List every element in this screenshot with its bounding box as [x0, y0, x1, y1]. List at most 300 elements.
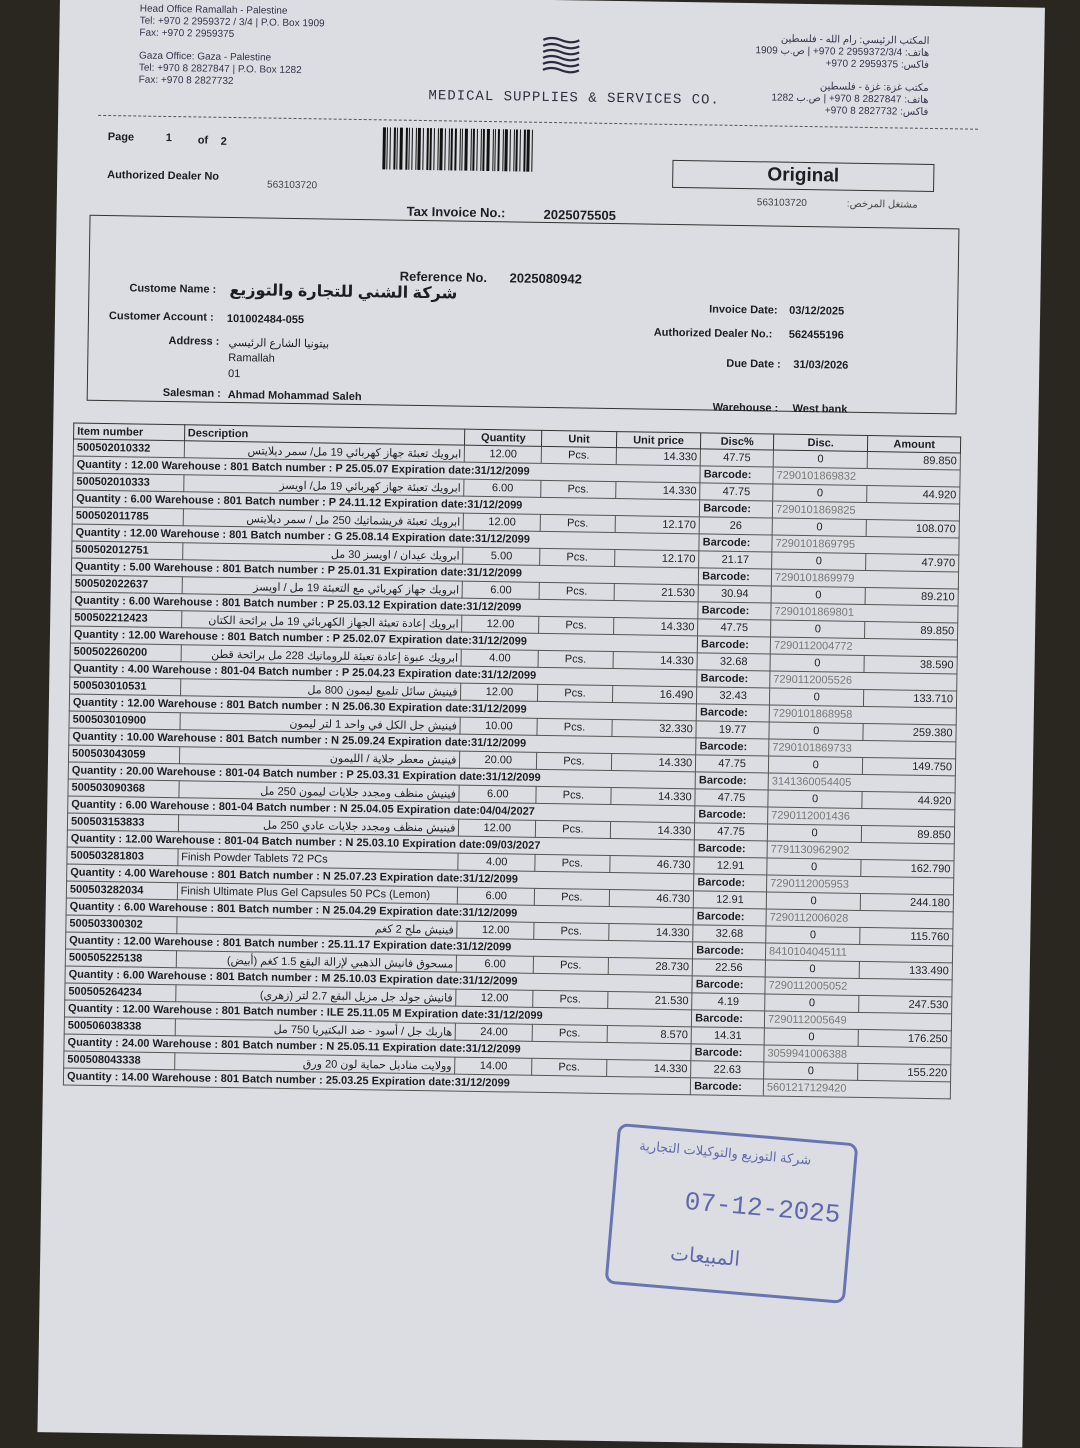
- barcode-label-cell: Barcode:: [699, 568, 772, 586]
- barcode-label-cell: Barcode:: [697, 636, 770, 654]
- unit-price-cell: 32.330: [612, 720, 697, 738]
- unit-price-cell: 14.330: [613, 618, 698, 636]
- col-quantity: Quantity: [465, 429, 542, 446]
- letterhead-left-line: Fax: +970 8 2827732: [138, 74, 234, 87]
- disc-percent-cell: 19.77: [696, 721, 769, 739]
- unit-price-cell: 21.530: [607, 991, 692, 1009]
- batch-detail-cell: Quantity : 6.00 Warehouse : 801 Batch number : P 24.11.12 Expiration date:31/12/2099: [72, 490, 699, 517]
- unit-cell: Pcs.: [532, 1058, 607, 1076]
- address-line-3: 01: [227, 367, 241, 381]
- barcode-value-cell: 7290112006028: [766, 909, 953, 929]
- disc-percent-cell: 47.75: [700, 483, 773, 501]
- amount-cell: 176.250: [858, 1029, 951, 1047]
- quantity-cell: 12.00: [457, 921, 534, 939]
- batch-detail-cell: Quantity : 12.00 Warehouse : 801-04 Batch number : N 25.03.10 Expiration date:09/03/2027: [67, 830, 694, 857]
- customer-account-label: Customer Account :: [108, 310, 214, 324]
- barcode-value-cell: 7290101869832: [773, 467, 960, 487]
- amount-cell: 38.590: [864, 655, 957, 673]
- barcode-bar: [482, 129, 485, 171]
- barcode-label-cell: Barcode:: [696, 738, 769, 756]
- item-number-cell: 500503153833: [67, 813, 178, 832]
- item-number-cell: 500503300302: [66, 915, 177, 934]
- barcode-bar: [486, 129, 490, 171]
- dealer-label: Authorized Dealer No: [107, 169, 220, 183]
- barcode-value-cell: 7290101869979: [771, 569, 958, 589]
- letterhead-right-line: فاكس: 2827732 8 970+: [824, 105, 929, 118]
- barcode-label-cell: Barcode:: [691, 1078, 764, 1096]
- barcode-bar: [399, 128, 403, 170]
- unit-price-cell: 46.730: [609, 856, 694, 874]
- quantity-cell: 6.00: [464, 479, 541, 497]
- disc-percent-cell: 12.91: [693, 891, 766, 909]
- address-label: Address :: [168, 335, 220, 348]
- barcode-label-cell: Barcode:: [698, 602, 771, 620]
- barcode-label-cell: Barcode:: [700, 500, 773, 518]
- barcode-bar: [429, 128, 432, 170]
- amount-cell: 133.710: [864, 689, 957, 707]
- auth-dealer-label: Authorized Dealer No.:: [653, 326, 773, 341]
- batch-detail-cell: Quantity : 10.00 Warehouse : 801 Batch number : N 25.09.24 Expiration date:31/12/2099: [69, 728, 696, 755]
- unit-cell: Pcs.: [533, 990, 608, 1008]
- barcode-bar: [422, 128, 424, 170]
- company-logo: [539, 32, 584, 77]
- item-number-cell: 500502010333: [73, 473, 184, 492]
- description-cell: فينيش معطر جلاية / الليمون: [179, 747, 460, 768]
- amount-cell: 108.070: [866, 520, 959, 538]
- dealer-number: 563103720: [266, 179, 318, 192]
- description-cell: وولايت مناديل حماية لون 20 ورق: [174, 1053, 455, 1074]
- barcode-label-cell: Barcode:: [691, 1044, 764, 1062]
- unit-price-cell: 14.330: [613, 652, 698, 670]
- salesman-name: Ahmad Mohammad Saleh: [227, 388, 362, 404]
- amount-cell: 155.220: [858, 1063, 951, 1081]
- batch-detail-cell: Quantity : 5.00 Warehouse : 801 Batch number : P 25.01.31 Expiration date:31/12/2099: [71, 558, 698, 585]
- customer-name-label: Custome Name :: [129, 282, 217, 296]
- barcode-label-cell: Barcode:: [697, 670, 770, 688]
- col-item-number: Item number: [74, 423, 185, 441]
- item-number-cell: 500503281803: [67, 847, 178, 866]
- letterhead-left: [139, 4, 325, 90]
- due-date-label: Due Date :: [726, 357, 781, 371]
- col-amount: Amount: [868, 436, 961, 453]
- barcode-label-cell: Barcode:: [694, 840, 767, 858]
- unit-price-cell: 14.330: [606, 1059, 691, 1077]
- unit-cell: Pcs.: [539, 616, 614, 634]
- disc-cell: 0: [767, 824, 862, 842]
- stamp-company-text: شركة التوزيع والتوكيلات التجارية: [638, 1137, 812, 1168]
- batch-detail-cell: Quantity : 12.00 Warehouse : 801 Batch number : ILE 25.11.05 M Expiration date:31/12/2099: [64, 1000, 691, 1027]
- item-number-cell: 500503010900: [69, 711, 180, 730]
- barcode-bar: [450, 128, 453, 170]
- batch-detail-cell: Quantity : 14.00 Warehouse : 801 Batch number : 25.03.25 Expiration date:31/12/2099: [63, 1068, 690, 1095]
- barcode-value-cell: 7290112001436: [768, 807, 955, 827]
- letterhead-left-line: Tel: +970 8 2827847 | P.O. Box 1282: [138, 62, 302, 77]
- amount-cell: 89.210: [865, 587, 958, 605]
- company-name: MEDICAL SUPPLIES & SERVICES CO.: [428, 88, 721, 109]
- address-line-2: Ramallah: [228, 351, 275, 365]
- barcode-bar: [454, 128, 457, 170]
- letterhead-right-line: هاتف: 2959372/3/4 2 970+ | ص.ب 1909: [755, 45, 930, 59]
- disc-percent-cell: 47.75: [695, 789, 768, 807]
- description-cell: ابرويك عبوة إعادة تعبئة للرومانيك 228 مل برائحة قطن: [181, 645, 462, 666]
- warehouse-label: Warehouse :: [712, 401, 779, 415]
- disc-percent-cell: 30.94: [698, 585, 771, 603]
- col-description: Description: [184, 425, 465, 445]
- disc-cell: 0: [767, 858, 862, 876]
- warehouse-value: West bank: [792, 402, 848, 416]
- barcode-bar: [408, 128, 410, 170]
- disc-percent-cell: 21.17: [699, 551, 772, 569]
- table-body: [63, 439, 960, 1099]
- description-cell: فينيش منظف ومجدد جلايات عادي 250 مل: [178, 815, 459, 836]
- amount-cell: 89.850: [865, 621, 958, 639]
- description-cell: ابرويك جهاز كهربائي مع التعبئة 19 مل / اويسز: [182, 577, 463, 598]
- invoice-items-table: [63, 423, 961, 1100]
- batch-detail-cell: Quantity : 6.00 Warehouse : 801 Batch number : P 25.03.12 Expiration date:31/12/2099: [71, 592, 698, 619]
- invoice-date: 03/12/2025: [789, 304, 845, 318]
- barcode-bar: [461, 129, 463, 171]
- item-number-cell: 500503010531: [70, 677, 181, 696]
- batch-detail-cell: Quantity : 6.00 Warehouse : 801 Batch number : M 25.10.03 Expiration date:31/12/2099: [65, 966, 692, 993]
- unit-cell: Pcs.: [540, 514, 615, 532]
- disc-percent-cell: 22.56: [692, 959, 765, 977]
- item-number-cell: 500508043338: [64, 1051, 175, 1070]
- disc-percent-cell: 22.63: [691, 1061, 764, 1079]
- disc-cell: 0: [768, 790, 863, 808]
- barcode-bar: [472, 129, 475, 171]
- unit-price-cell: 14.330: [611, 788, 696, 806]
- disc-percent-cell: 4.19: [692, 993, 765, 1011]
- barcode-bar: [464, 129, 468, 171]
- due-date: 31/03/2026: [793, 358, 849, 372]
- disc-percent-cell: 47.75: [698, 619, 771, 637]
- disc-cell: 0: [766, 926, 861, 944]
- barcode-bar: [476, 129, 478, 171]
- barcode-bar: [417, 128, 421, 170]
- barcode-value-cell: 3059941006388: [764, 1045, 951, 1065]
- barcode-value-cell: 7290112005526: [770, 671, 957, 691]
- disc-cell: 0: [769, 722, 864, 740]
- invoice-barcode: [382, 127, 548, 172]
- letterhead-left-line: Head Office Ramallah - Palestine: [139, 3, 288, 17]
- customer-account: 101002484-055: [226, 312, 305, 327]
- barcode-bar: [386, 127, 388, 169]
- unit-price-cell: 16.490: [612, 686, 697, 704]
- col-unit: Unit: [542, 430, 617, 447]
- col-disc: Disc.: [773, 434, 868, 451]
- item-number-cell: 500502260200: [70, 643, 181, 662]
- unit-price-cell: 8.570: [607, 1025, 692, 1043]
- item-number-cell: 500502012751: [72, 541, 183, 560]
- batch-detail-cell: Quantity : 4.00 Warehouse : 801-04 Batch number : P 25.04.23 Expiration date:31/12/2099: [70, 660, 697, 687]
- letterhead: [98, 0, 980, 130]
- amount-cell: 89.850: [862, 825, 955, 843]
- amount-cell: 47.970: [866, 553, 959, 571]
- original-badge: Original: [672, 160, 934, 192]
- barcode-bar: [531, 130, 533, 172]
- disc-cell: 0: [769, 688, 864, 706]
- disc-cell: 0: [773, 484, 868, 502]
- description-cell: ابرويك إعادة تعبئة الجهاز الكهربائي 19 مل برائحة الكتان: [181, 611, 462, 632]
- description-cell: فينيش ملح 2 كغم: [176, 917, 457, 938]
- barcode-label-cell: Barcode:: [692, 976, 765, 994]
- batch-detail-cell: Quantity : 12.00 Warehouse : 801 Batch number : P 25.02.07 Expiration date:31/12/2099: [70, 626, 697, 653]
- item-number-cell: 500503090368: [68, 779, 179, 798]
- received-stamp: [605, 1123, 859, 1304]
- letterhead-right-line: مكتب غزة: غزة - فلسطين: [819, 81, 929, 94]
- barcode-bar: [411, 128, 413, 170]
- unit-cell: Pcs.: [535, 854, 610, 872]
- unit-cell: Pcs.: [538, 684, 613, 702]
- item-number-cell: 500502010332: [73, 439, 184, 458]
- dealer-label-ar: مشتغل المرخص:: [846, 198, 918, 211]
- quantity-cell: 4.00: [458, 853, 535, 871]
- description-cell: ابرويك تعبئة جهاز كهربائي 19 مل/ سمر ديلايتس: [184, 441, 465, 462]
- description-cell: فانيش جولد جل مزيل البقع 2.7 لتر (زهري): [175, 985, 456, 1006]
- amount-cell: 89.850: [868, 452, 961, 470]
- letterhead-left-line: Tel: +970 2 2959372 / 3/4 | P.O. Box 1909: [139, 15, 325, 30]
- disc-cell: 0: [765, 994, 860, 1012]
- description-cell: مسحوق فانيش الذهبي لإزالة البقع 1.5 كغم (أبيض): [176, 951, 457, 972]
- quantity-cell: 24.00: [456, 1023, 533, 1041]
- tax-invoice-number: 2025075505: [543, 206, 617, 224]
- barcode-label-cell: Barcode:: [699, 534, 772, 552]
- address-line-1: بيتونيا الشارع الرئيسي: [228, 336, 330, 351]
- barcode-value-cell: 7290101869801: [771, 603, 958, 623]
- batch-detail-cell: Quantity : 12.00 Warehouse : 801 Batch number : G 25.08.14 Expiration date:31/12/2099: [72, 524, 699, 551]
- quantity-cell: 10.00: [460, 717, 537, 735]
- barcode-label-cell: Barcode:: [695, 772, 768, 790]
- disc-percent-cell: 32.68: [697, 653, 770, 671]
- batch-detail-cell: Quantity : 12.00 Warehouse : 801 Batch number : 25.11.17 Expiration date:31/12/2099: [66, 932, 693, 959]
- unit-price-cell: 14.330: [610, 822, 695, 840]
- quantity-cell: 12.00: [462, 615, 539, 633]
- barcode-bar: [494, 129, 496, 171]
- description-cell: هاربك جل / أسود - ضد البكتيريا 750 مل: [175, 1019, 456, 1040]
- description-cell: فينيش جل الكل في واحد 1 لتر ليمون: [180, 713, 461, 734]
- item-number-cell: 500502212423: [71, 609, 182, 628]
- letterhead-right: [754, 33, 929, 119]
- barcode-label-cell: Barcode:: [693, 908, 766, 926]
- invoice-paper: [37, 0, 1044, 1448]
- unit-cell: Pcs.: [532, 1024, 607, 1042]
- item-number-cell: 500505225138: [65, 949, 176, 968]
- description-cell: Finish Powder Tablets 72 PCs: [178, 849, 459, 870]
- tax-invoice-label: Tax Invoice No.:: [406, 203, 506, 221]
- unit-cell: Pcs.: [534, 888, 609, 906]
- barcode-bar: [444, 128, 446, 170]
- amount-cell: 259.380: [863, 723, 956, 741]
- barcode-bar: [497, 129, 500, 171]
- letterhead-right-line: هاتف: 2827847 8 970+ | ص.ب 1282: [771, 92, 929, 106]
- unit-price-cell: 14.330: [616, 448, 701, 466]
- unit-cell: Pcs.: [541, 446, 616, 464]
- description-cell: Finish Ultimate Plus Gel Capsules 50 PCs (Lemon): [177, 883, 458, 904]
- item-number-cell: 500503282034: [66, 881, 177, 900]
- barcode-value-cell: 3141360054405: [768, 773, 955, 793]
- disc-cell: 0: [772, 518, 867, 536]
- salesman-label: Salesman :: [162, 386, 221, 400]
- item-number-cell: 500502011785: [72, 507, 183, 526]
- amount-cell: 244.180: [861, 893, 954, 911]
- quantity-cell: 4.00: [461, 649, 538, 667]
- item-number-cell: 500505264234: [65, 983, 176, 1002]
- barcode-bar: [433, 128, 435, 170]
- unit-cell: Pcs.: [539, 582, 614, 600]
- unit-price-cell: 14.330: [608, 923, 693, 941]
- disc-cell: 0: [771, 586, 866, 604]
- disc-cell: 0: [771, 620, 866, 638]
- batch-detail-cell: Quantity : 6.00 Warehouse : 801-04 Batch number : N 25.04.05 Expiration date:04/04/2027: [68, 796, 695, 823]
- unit-price-cell: 21.530: [614, 584, 699, 602]
- quantity-cell: 6.00: [459, 785, 536, 803]
- reference-number: 2025080942: [509, 270, 583, 287]
- customer-info-box: [87, 215, 960, 415]
- quantity-cell: 6.00: [457, 955, 534, 973]
- item-number-cell: 500502022637: [71, 575, 182, 594]
- unit-price-cell: 12.170: [614, 550, 699, 568]
- unit-price-cell: 46.730: [609, 890, 694, 908]
- unit-cell: Pcs.: [538, 650, 613, 668]
- batch-detail-cell: Quantity : 4.00 Warehouse : 801 Batch number : N 25.07.23 Expiration date:31/12/2099: [67, 864, 694, 891]
- disc-percent-cell: 47.75: [696, 755, 769, 773]
- item-number-cell: 500503043059: [68, 745, 179, 764]
- amount-cell: 44.920: [867, 486, 960, 504]
- barcode-label-cell: Barcode:: [700, 466, 773, 484]
- unit-cell: Pcs.: [537, 752, 612, 770]
- description-cell: ابرويك تعبئة فريشماتيك 250 مل / سمر ديلايتس: [183, 509, 464, 530]
- page-total: 2: [220, 135, 227, 148]
- item-number-cell: 500506038338: [64, 1017, 175, 1036]
- barcode-value-cell: 7290112004772: [770, 637, 957, 657]
- quantity-cell: 5.00: [463, 547, 540, 565]
- unit-cell: Pcs.: [541, 480, 616, 498]
- barcode-label-cell: Barcode:: [696, 704, 769, 722]
- stamp-date: 07-12-2025: [683, 1186, 842, 1231]
- quantity-cell: 12.00: [456, 989, 533, 1007]
- quantity-cell: 12.00: [461, 683, 538, 701]
- barcode-label-cell: Barcode:: [694, 874, 767, 892]
- barcode-bar: [526, 130, 530, 172]
- barcode-label-cell: Barcode:: [692, 1010, 765, 1028]
- unit-cell: Pcs.: [540, 548, 615, 566]
- disc-cell: 0: [765, 960, 860, 978]
- disc-percent-cell: 14.31: [691, 1027, 764, 1045]
- batch-detail-cell: Quantity : 12.00 Warehouse : 801 Batch number : N 25.06.30 Expiration date:31/12/2099: [69, 694, 696, 721]
- barcode-bar: [504, 129, 508, 171]
- batch-detail-cell: Quantity : 24.00 Warehouse : 801 Batch number : N 25.05.11 Expiration date:31/12/2099: [64, 1034, 691, 1061]
- disc-cell: 0: [766, 892, 861, 910]
- disc-cell: 0: [768, 756, 863, 774]
- disc-percent-cell: 47.75: [695, 823, 768, 841]
- batch-detail-cell: Quantity : 6.00 Warehouse : 801 Batch number : N 25.04.29 Expiration date:31/12/2099: [66, 898, 693, 925]
- barcode-value-cell: 7290101869733: [769, 739, 956, 759]
- page-label: Page: [107, 131, 135, 144]
- barcode-value-cell: 7791130962902: [767, 841, 954, 861]
- col-unit-price: Unit price: [616, 432, 701, 449]
- disc-cell: 0: [770, 654, 865, 672]
- amount-cell: 115.760: [860, 927, 953, 945]
- unit-price-cell: 14.330: [615, 482, 700, 500]
- disc-percent-cell: 32.68: [693, 925, 766, 943]
- barcode-bar: [509, 129, 511, 171]
- unit-cell: Pcs.: [537, 718, 612, 736]
- barcode-value-cell: 7290101869825: [772, 501, 959, 521]
- barcode-value-cell: 7290101868958: [769, 705, 956, 725]
- auth-dealer-number: 562455196: [788, 328, 844, 342]
- unit-cell: Pcs.: [533, 956, 608, 974]
- stamp-department-text: المبيعات: [669, 1242, 741, 1271]
- unit-cell: Pcs.: [536, 820, 611, 838]
- quantity-cell: 12.00: [464, 513, 541, 531]
- barcode-value-cell: 7290112005649: [764, 1011, 951, 1031]
- amount-cell: 149.750: [863, 757, 956, 775]
- description-cell: فينيش منظف ومجدد جلايات ليمون 250 مل: [179, 781, 460, 802]
- barcode-value-cell: 7290112005052: [765, 977, 952, 997]
- batch-detail-cell: Quantity : 12.00 Warehouse : 801 Batch number : P 25.05.07 Expiration date:31/12/2099: [73, 456, 700, 483]
- amount-cell: 162.790: [861, 859, 954, 877]
- amount-cell: 247.530: [859, 995, 952, 1013]
- barcode-value-cell: 7290112005953: [767, 875, 954, 895]
- disc-percent-cell: 12.91: [694, 857, 767, 875]
- barcode-label-cell: Barcode:: [693, 942, 766, 960]
- barcode-bar: [439, 128, 443, 170]
- unit-cell: Pcs.: [536, 786, 611, 804]
- batch-detail-cell: Quantity : 20.00 Warehouse : 801-04 Batch number : P 25.03.31 Expiration date:31/12/2099: [68, 762, 695, 789]
- barcode-bar: [519, 130, 521, 172]
- customer-name: شركة الشني للتجارة والتوزيع: [229, 281, 458, 303]
- dealer-number-ar: 563103720: [756, 197, 807, 210]
- invoice-date-label: Invoice Date:: [709, 303, 778, 317]
- letterhead-right-line: فاكس: 2959375 2 970+: [825, 58, 930, 71]
- reference-label: Reference No.: [399, 268, 488, 286]
- unit-price-cell: 14.330: [611, 754, 696, 772]
- quantity-cell: 6.00: [458, 887, 535, 905]
- unit-price-cell: 12.170: [615, 516, 700, 534]
- quantity-cell: 6.00: [463, 581, 540, 599]
- quantity-cell: 14.00: [455, 1057, 532, 1075]
- disc-cell: 0: [764, 1028, 859, 1046]
- quantity-cell: 20.00: [460, 751, 537, 769]
- unit-cell: Pcs.: [534, 922, 609, 940]
- disc-cell: 0: [764, 1062, 859, 1080]
- disc-percent-cell: 32.43: [697, 687, 770, 705]
- description-cell: ابرويك عيدان / اويسز 30 مل: [182, 543, 463, 564]
- description-cell: ابرويك تعبئة جهاز كهربائي 19 مل/ اويسز: [183, 475, 464, 496]
- barcode-label-cell: Barcode:: [695, 806, 768, 824]
- letterhead-right-line: المكتب الرئيسي: رام الله - فلسطين: [780, 33, 930, 47]
- unit-price-cell: 28.730: [608, 957, 693, 975]
- amount-cell: 133.490: [860, 961, 953, 979]
- barcode-bar: [396, 128, 398, 170]
- col-disc-percent: Disc%: [701, 433, 774, 450]
- amount-cell: 44.920: [862, 791, 955, 809]
- disc-cell: 0: [772, 552, 867, 570]
- quantity-cell: 12.00: [465, 445, 542, 463]
- barcode-value-cell: 7290101869795: [772, 535, 959, 555]
- page-number: 1: [165, 131, 173, 145]
- disc-percent-cell: 26: [699, 517, 772, 535]
- barcode-value-cell: 5601217129420: [763, 1079, 950, 1099]
- letterhead-left-line: Fax: +970 2 2959375: [139, 27, 235, 41]
- barcode-value-cell: 8410104045111: [765, 943, 952, 963]
- barcode-bar: [389, 127, 391, 169]
- letterhead-left-line: Gaza Office: Gaza - Palestine: [138, 50, 272, 64]
- description-cell: فينيش سائل تلميع ليمون 800 مل: [180, 679, 461, 700]
- barcode-bar: [515, 129, 518, 171]
- disc-cell: 0: [773, 450, 868, 468]
- page-of-label: of: [197, 134, 209, 147]
